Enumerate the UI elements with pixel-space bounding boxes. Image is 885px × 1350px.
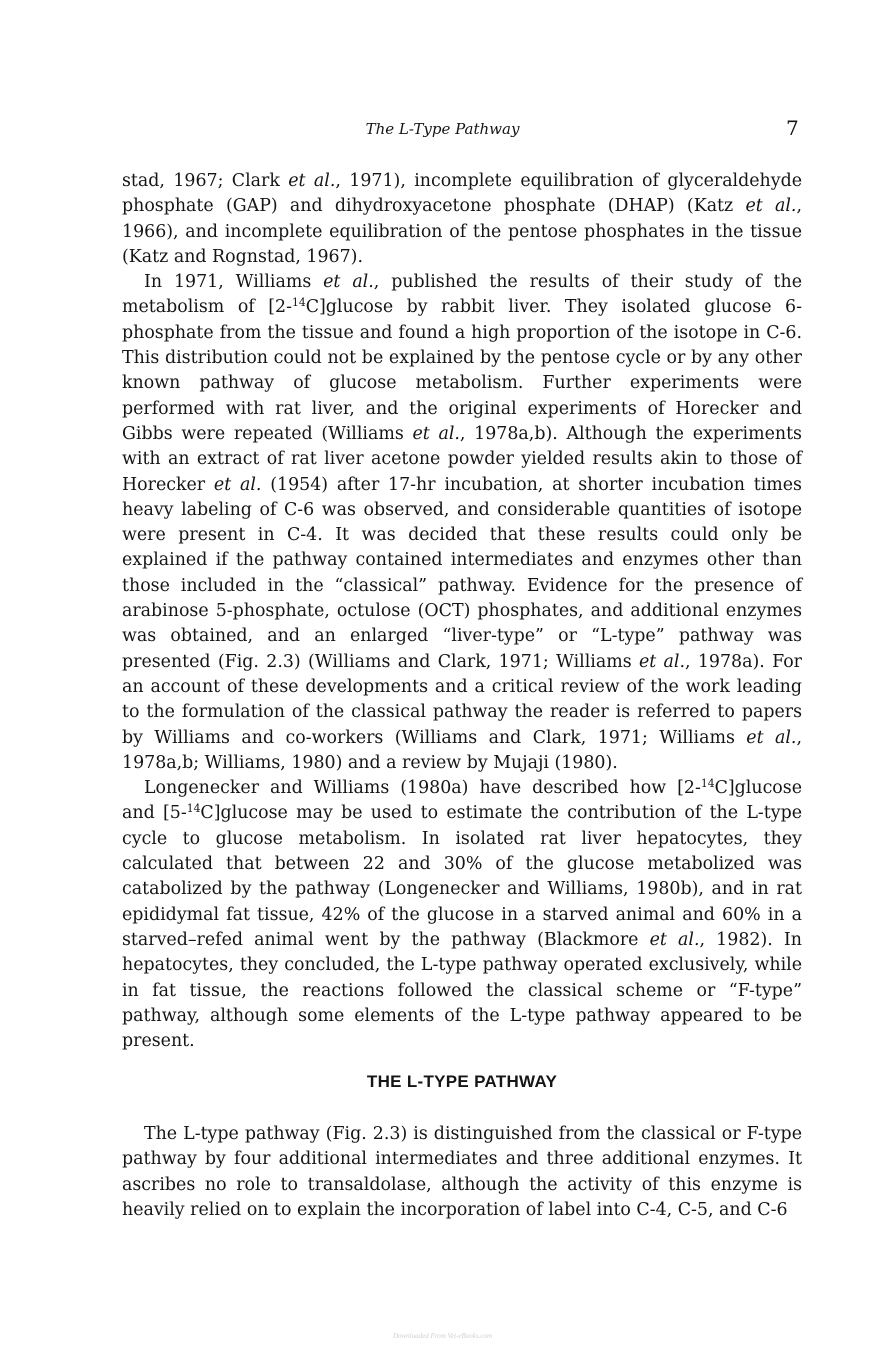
paragraph [122,1122,802,1223]
text-run: , published the results of their study of the metabolism of [2- [122,272,802,318]
text-run: C]glucose by rabbit liver. They isolated glucose 6-phosphate from the tissue and found a high proportion of the isotope in C-6. This distribution could not be explained by the pentose cycle or by any other known pathway of glucose metabolism. Further experiments were performed with rat liver, and the original experiments of Horecker and Gibbs were repeated (Williams [122,297,802,444]
text-run: (1954) after 17-hr incubation, at shorter incubation times heavy labeling of C-6 was observed, and considerable quantities of isotope were present in C-4. It was decided that these results could only be explained if the pathway contained intermediates and enzymes other than those included in the “classical” pathway. Evidence for the presence of arabinose 5-phosphate, octulose (OCT) phosphates, and additional enzymes was obtained, and an enlarged “liver-type” or “L-type” pathway was presented (Fig. 2.3) (Williams and Clark, 1971; Williams [122,474,802,672]
italic-text: et al. [649,929,700,950]
text-run: C]glucose and [5- [122,778,802,824]
text-run: , 1978a,b). Although the experiments with an extract of rat liver acetone powder yielded results akin to those of Horecker [122,423,802,495]
body-text-top [122,169,802,1054]
watermark: Downloaded From Vet-eBooks.com [392,1332,493,1340]
text-run: The L-type pathway (Fig. 2.3) is distinguished from the classical or F-type pathway by four additional intermediates and three additional enzymes. It ascribes no role to transaldolase, although the activity of this enzyme is heavily relied on to explain the incorporation of label into C-4, C-5, and C-6 [122,1124,802,1220]
text-run: , 1978a,b; Williams, 1980) and a review by Mujaji (1980). [122,727,802,773]
section-heading: THE L-TYPE PATHWAY [366,1072,558,1091]
superscript-text: 14 [186,802,201,816]
paragraph [122,169,802,270]
italic-text: et al. [412,423,460,444]
running-head: The L-Type Pathway [365,120,520,138]
italic-text: et al. [746,727,797,748]
superscript-text: 14 [700,777,715,791]
italic-text: et al. [745,196,797,217]
text-run: C]glucose may be used to estimate the contribution of the L-type cycle to glucose metabolism. In isolated rat liver hepatocytes, they calculated that between 22 and 30% of the glucose metabolized was catabolized by the pathway (Longenecker and Williams, 1980b), and in rat epididymal fat tissue, 42% of the glucose in a starved animal and 60% in a starved–refed animal went by the pathway (Blackmore [122,803,802,950]
body-text-bottom [122,1122,802,1223]
superscript-text: 14 [292,296,306,310]
text-run: stad, 1967; Clark [122,171,289,191]
italic-text: et al. [213,474,262,495]
text-run: Longenecker and Williams (1980a) have described how [2- [144,778,701,799]
page-number: 7 [786,116,799,140]
italic-text: et al. [323,272,374,293]
italic-text: et al. [638,651,685,672]
paragraph [122,776,802,1054]
text-run: , 1982). In hepatocytes, they concluded, the L-type pathway operated exclusively, while in fat tissue, the reactions followed the classical scheme or “F-type” pathway, although some elements of the L-type pathway appeared to be present. [122,929,802,1052]
text-run: , 1966), and incomplete equilibration of the pentose phosphates in the tissue (Katz and Rognstad, 1967). [122,196,802,267]
text-run: In 1971, Williams [144,272,324,293]
italic-text: et al. [288,171,336,191]
text-run: , 1971), incomplete equilibration of glyceraldehyde phosphate (GAP) and dihydroxyacetone phosphate (DHAP) (Katz [122,171,802,217]
text-run: , 1978a). For an account of these developments and a critical review of the work leading to the formulation of the classical pathway the reader is referred to papers by Williams and co-workers (Williams and Clark, 1971; Williams [122,651,802,748]
paragraph [122,270,802,776]
